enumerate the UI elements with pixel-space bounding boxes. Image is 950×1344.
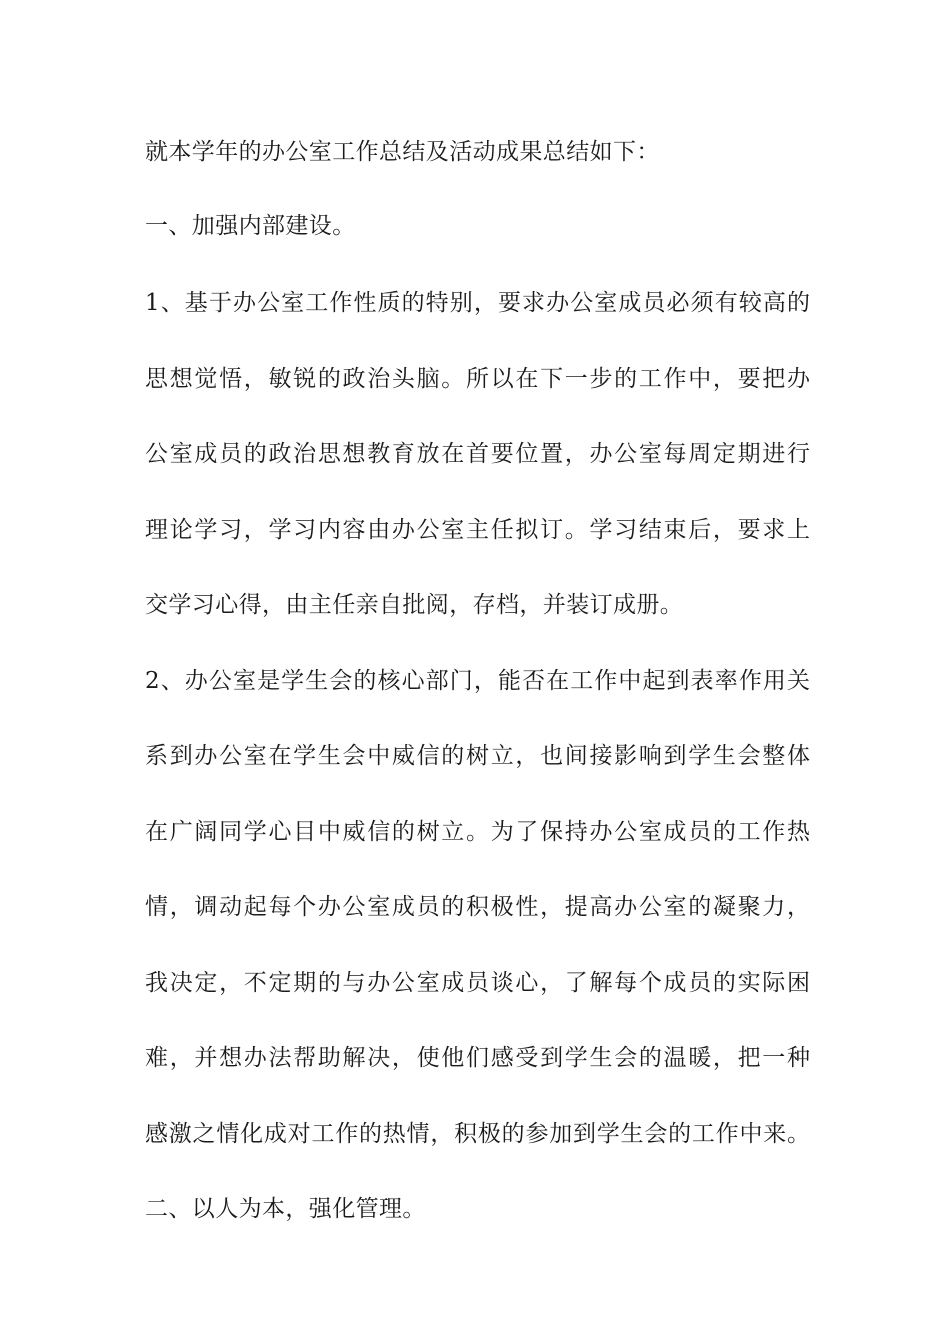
- text-line: 难，并想办法帮助解决，使他们感受到学生会的温暖，把一种: [145, 1045, 810, 1071]
- text-line: 理论学习，学习内容由办公室主任拟订。学习结束后，要求上: [145, 517, 810, 543]
- text-line: 在广阔同学心目中威信的树立。为了保持办公室成员的工作热: [145, 819, 810, 845]
- text-line: 1、基于办公室工作性质的特别，要求办公室成员必须有较高的: [145, 290, 810, 316]
- text-line: 2、办公室是学生会的核心部门，能否在工作中起到表率作用关: [145, 668, 810, 694]
- text-line: 系到办公室在学生会中威信的树立，也间接影响到学生会整体: [145, 743, 810, 769]
- section-heading: 一、加强内部建设。: [145, 213, 356, 239]
- text-line: 就本学年的办公室工作总结及活动成果总结如下：: [145, 139, 660, 165]
- text-line: 情，调动起每个办公室成员的积极性，提高办公室的凝聚力，: [145, 894, 810, 920]
- text-line: 交学习心得，由主任亲自批阅，存档，并装订成册。: [145, 592, 684, 618]
- text-line: 我决定，不定期的与办公室成员谈心，了解每个成员的实际困: [145, 970, 810, 996]
- text-line: 感激之情化成对工作的热情，积极的参加到学生会的工作中来。: [145, 1121, 810, 1147]
- section-heading: 二、以人为本，强化管理。: [145, 1196, 426, 1222]
- text-line: 思想觉悟，敏锐的政治头脑。所以在下一步的工作中，要把办: [145, 366, 810, 392]
- text-line: 公室成员的政治思想教育放在首要位置，办公室每周定期进行: [145, 441, 810, 467]
